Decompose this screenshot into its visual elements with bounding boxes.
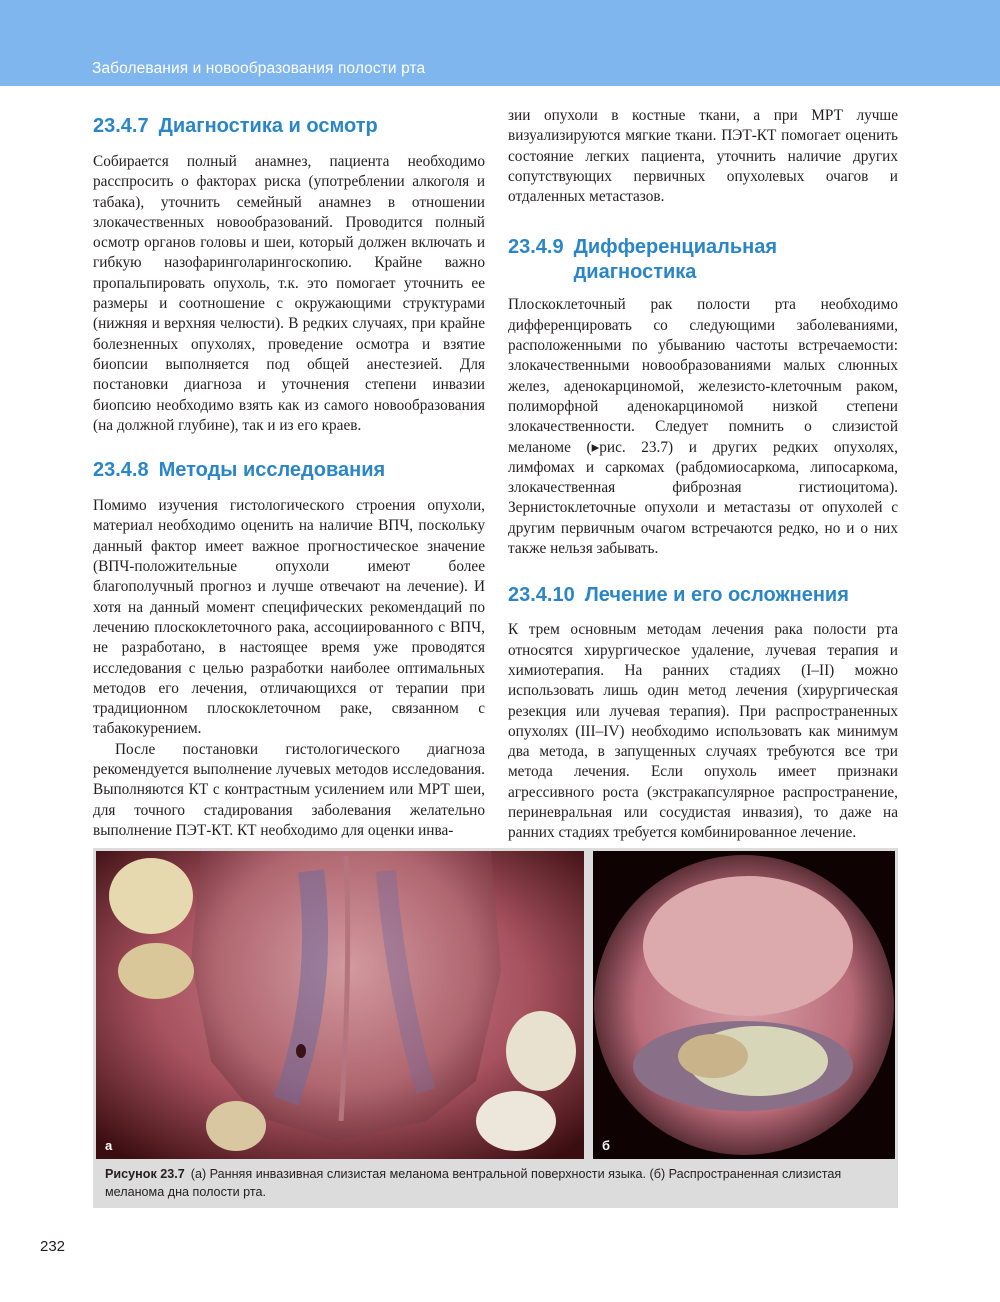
- caption-text: (а) Ранняя инвазивная слизистая меланома вентральной поверхности языка. (б) Распространенная слизистая меланома дна полости рта.: [105, 1167, 842, 1199]
- right-column: [508, 100, 898, 844]
- section-title: Лечение и его осложнения: [584, 584, 849, 607]
- paragraph-methods-1: Помимо изучения гистологического строения опухоли, материал необходимо оценить на наличие ВПЧ, поскольку данный фактор имеет важное прогностическое значение (ВПЧ-положительные опухоли имеют более благополучный прогноз и лучше отвечают на лечение). И хотя на данный момент специфических рекомендаций по лечению плоскоклеточного рака, ассоциированного с ВПЧ, не разработано, в настоящее время уже проводятся исследования с целью разработки наиболее оптимальных методов его лечения, отличающихся от терапии при традиционном плоскоклеточном раке, связанном с табакокурением.: [93, 497, 485, 738]
- section-title: Методы исследования: [158, 459, 386, 482]
- paragraph-diagnostics: Собирается полный анамнез, пациента необходимо расспросить о факторах риска (употреблении алкоголя и табака), уточнить семейный анамнез в отношении злокачественных новообразований. Проводится полный осмотр органов головы и шеи, который должен включать и гибкую назофаринголарингоскопию. Крайне важно пропальпировать опухоль, т.к. это помогает уточнить ее размеры и соотношение с окружающими структурами (нижняя и верхняя челюсти). В редких случаях, при крайне болезненных опухолях, проведение осмотра и взятие биопсии выполняется под общей анестезией. Для постановки диагноза и уточнения степени инвазии биопсию необходимо взять как из самого новообразования (на должной глубине), так и из его краев.: [93, 153, 485, 434]
- paragraph-continued: зии опухоли в костные ткани, а при МРТ лучше визуализируются мягкие ткани. ПЭТ-КТ помогает оценить состояние легких пациента, уточнить наличие других сопутствующих первичных опухолевых очагов и отдаленных метастазов.: [508, 107, 898, 206]
- photo-a-image: [96, 851, 584, 1159]
- running-title: Заболевания и новообразования полости рта: [92, 60, 426, 77]
- section-heading-23-4-7: [93, 114, 485, 139]
- section-number: 23.4.8: [93, 459, 149, 482]
- paragraph-differential: Плоскоклеточный рак полости рта необходимо дифференцировать со следующими заболеваниями, расположенными по убыванию частоты встречаемости: злокачественными новообразованиями малых слюнных желез, аденокарциномой, железисто-клеточным раком, полиморфной аденокарциномой низкой степени злокачественности. Следует помнить о слизистой меланоме (▸рис. 23.7) и других редких опухолях, лимфомах и саркомах (рабдомиосаркома, липосаркома, злокачественная фиброзная гистиоцитома). Зернистоклеточные опухоли и метастазы от опухолей с другим первичным очагом встречаются редко, но и о них также нельзя забывать.: [508, 296, 898, 558]
- photo-a: [96, 851, 584, 1159]
- caption-label: Рисунок 23.7: [105, 1167, 185, 1181]
- section-heading-23-4-9: [508, 235, 898, 285]
- page-number: 232: [40, 1238, 66, 1255]
- section-number: 23.4.10: [508, 584, 575, 607]
- photo-b-label: б: [602, 1138, 611, 1153]
- section-heading-23-4-10: [508, 583, 898, 608]
- section-number: 23.4.9: [508, 236, 564, 259]
- figure-caption: [105, 1166, 885, 1201]
- photo-a-label: а: [105, 1138, 113, 1153]
- section-title: Дифференциальная диагностика: [573, 236, 778, 284]
- paragraph-methods-2: После постановки гистологического диагноза рекомендуется выполнение лучевых методов исследования. Выполняются КТ с контрастным усилением или МРТ шеи, для точного стадирования заболевания желательно выполнение ПЭТ-КТ. КТ необходимо для оценки инва-: [93, 740, 485, 839]
- section-title: Диагностика и осмотр: [158, 115, 378, 137]
- section-heading-23-4-8: [93, 458, 485, 483]
- photo-b-image: [593, 851, 895, 1159]
- photo-b: [593, 851, 895, 1159]
- paragraph-treatment: К трем основным методам лечения рака полости рта относятся хирургическое удаление, лучевая терапия и химиотерапия. На ранних стадиях (I–II) можно использовать лишь один метод лечения (хирургическая резекция или лучевая терапия). При распространенных опухолях (III–IV) необходимо использовать как минимум два метода, в запущенных случаях требуются все три метода лечения. Если опухоль имеет признаки агрессивного роста (экстракапсулярное распространение, периневральная или сосудистая инвазия), то даже на ранних стадиях требуется комбинированное лечение.: [508, 621, 898, 842]
- left-column: [93, 100, 485, 841]
- section-number: 23.4.7: [93, 115, 149, 137]
- figure-23-7: [93, 848, 898, 1208]
